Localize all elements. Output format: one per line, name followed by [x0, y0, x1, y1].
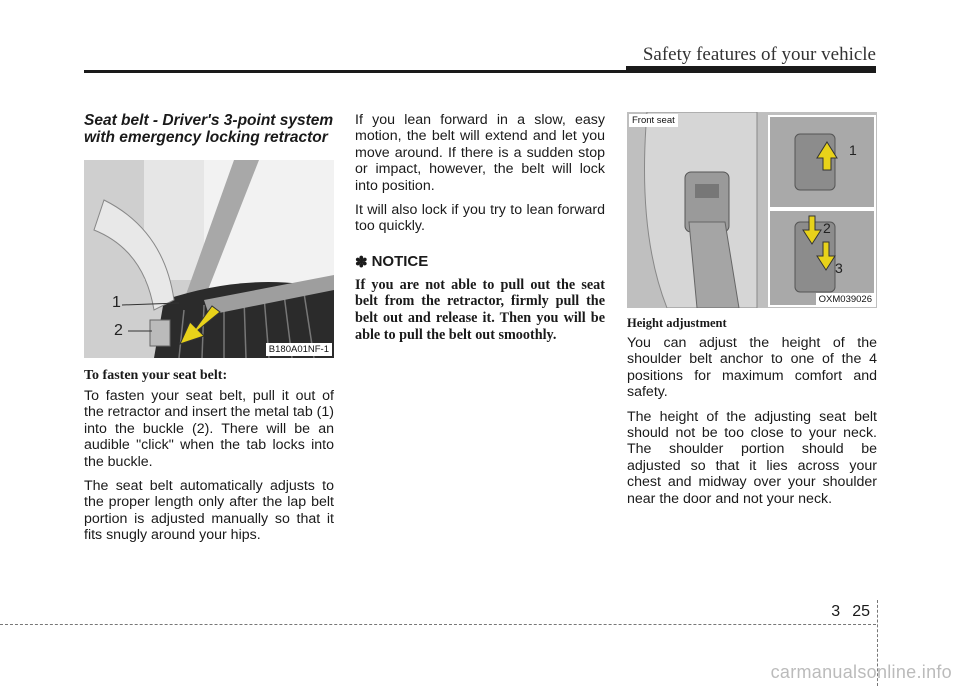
height-adjust-figure — [627, 112, 877, 308]
column-left — [84, 112, 334, 552]
callout-1: 1 — [112, 294, 121, 311]
subheading: To fasten your seat belt: — [84, 368, 228, 383]
chapter-number: 3 — [831, 603, 841, 620]
notice-label: NOTICE — [371, 253, 429, 271]
callout-1: 1 — [849, 142, 857, 158]
anchor-illustration — [627, 112, 877, 308]
paragraph: You can adjust the height of the shoulder belt anchor to one of the 4 positions for maximum comfort and safety. — [627, 335, 877, 401]
header-title: Safety features of your vehicle — [642, 44, 876, 65]
notice-title — [355, 253, 605, 271]
paragraph: The seat belt automatically adjusts to the proper length only after the lap belt portion is adjusted manually so that it fits snugly around your hips. — [84, 478, 334, 544]
paragraph: The height of the adjusting seat belt should not be too close to your neck. The shoulder portion should be adjusted so that it lies across your chest and midway over your shoulder near the door and not your neck. — [627, 408, 877, 507]
callout-2: 2 — [114, 322, 123, 339]
notice-star-icon: ✽ — [355, 253, 368, 271]
seatbelt-fasten-figure — [84, 160, 334, 358]
page-number — [825, 603, 876, 621]
callout-3: 3 — [835, 260, 843, 276]
page-number-value: 25 — [852, 603, 870, 620]
figure-code: B180A01NF-1 — [266, 343, 332, 356]
callout-2: 2 — [823, 220, 831, 236]
paragraph: If you lean forward in a slow, easy motion, the belt will extend and let you move around. If there is a sudden stop or impact, however, the belt will lock into position. — [355, 112, 605, 194]
notice-body: If you are not able to pull out the seat belt from the retractor, firmly pull the belt out and release it. Then you will be able to pull the belt out smoothly. — [355, 276, 605, 343]
figure-top-label: Front seat — [629, 114, 678, 127]
figure-code: OXM039026 — [816, 293, 875, 306]
watermark: carmanualsonline.info — [770, 662, 952, 682]
paragraph: It will also lock if you try to lean forward too quickly. — [355, 202, 605, 235]
column-right — [627, 112, 877, 515]
footer-rule — [0, 624, 876, 625]
section-heading: Seat belt - Driver's 3-point system with emergency locking retractor — [84, 112, 334, 146]
paragraph: To fasten your seat belt, pull it out of the retractor and insert the metal tab (1) into the buckle (2). There will be an audible "click" when the tab locks into the buckle. — [84, 388, 334, 470]
header-rule-accent — [626, 66, 876, 73]
subheading: Height adjustment — [627, 316, 727, 330]
column-middle — [355, 112, 605, 343]
